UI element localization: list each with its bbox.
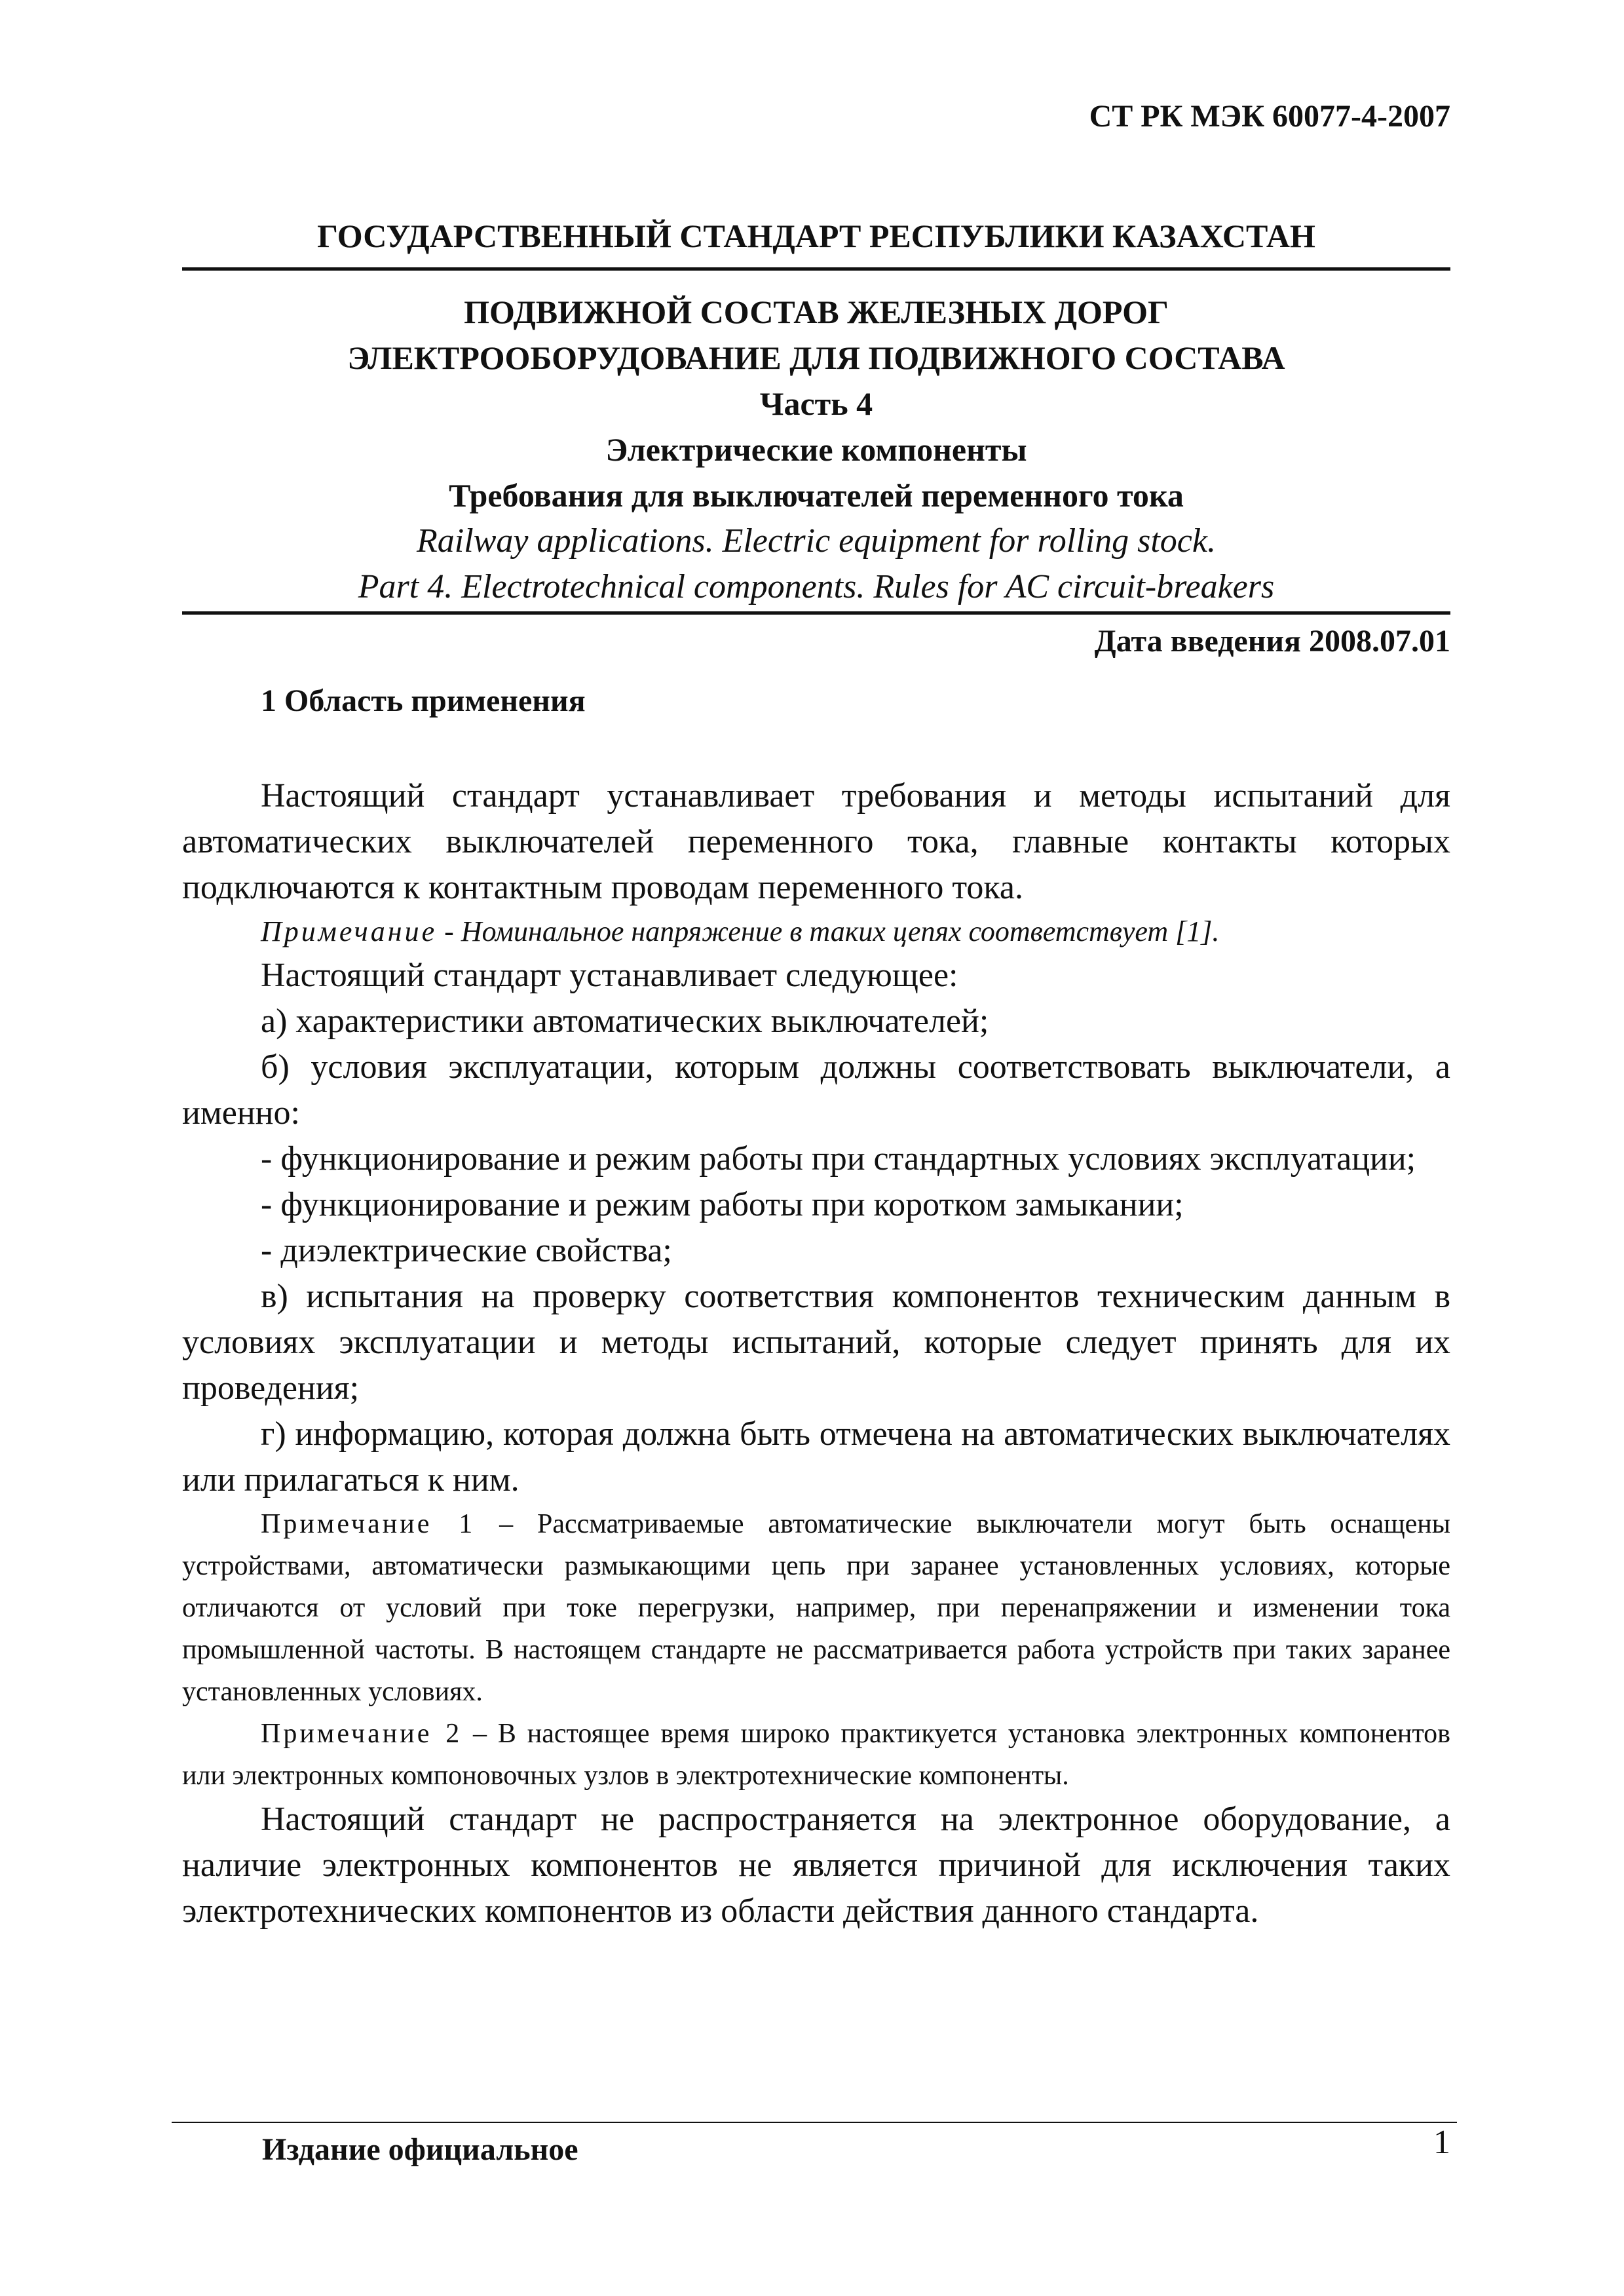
list-item: в) испытания на проверку соответствия компонентов техническим данным в условиях эксплуатации и методы испытаний, которые следует принять для их проведения;: [182, 1278, 1450, 1407]
page-number: 1: [1433, 2124, 1450, 2161]
state-standard-title: ГОСУДАРСТВЕННЫЙ СТАНДАРТ РЕСПУБЛИКИ КАЗАХСТАН: [182, 210, 1450, 271]
title-requirements: Требования для выключателей переменного тока: [449, 477, 1184, 514]
list-item: г) информацию, которая должна быть отмечена на автоматических выключателях или прилагаться к ним.: [182, 1415, 1450, 1499]
footer-divider: [172, 2122, 1457, 2123]
scope-paragraph-1: Настоящий стандарт устанавливает требования и методы испытаний для автоматических выключателей переменного тока, главные контакты которых подключаются к контактным проводам переменного тока.: [182, 777, 1450, 906]
title-part: Часть 4: [759, 385, 873, 422]
introduction-date: Дата введения 2008.07.01: [1094, 624, 1450, 659]
list-item: а) характеристики автоматических выключателей;: [261, 1003, 989, 1040]
document-code: СТ РК МЭК 60077-4-2007: [1089, 99, 1450, 134]
list-item: - диэлектрические свойства;: [261, 1232, 672, 1269]
scope-paragraph-2: Настоящий стандарт устанавливает следующее:: [261, 957, 958, 994]
official-edition-label: Издание официальное: [262, 2132, 578, 2167]
note-label: Примечание: [261, 915, 438, 947]
note-1: [182, 1503, 1450, 1713]
note-2-text: – В настоящее время широко практикуется установка электронных компонентов или электронных компоновочных узлов в электротехнические компоненты.: [182, 1719, 1450, 1791]
english-title-line-1: Railway applications. Electric equipment for rolling stock.: [417, 522, 1216, 560]
note-2: [182, 1713, 1450, 1797]
list-item: - функционирование и режим работы при стандартных условиях эксплуатации;: [261, 1140, 1416, 1177]
note-voltage: [182, 911, 1450, 953]
note-1-text: – Рассматриваемые автоматические выключатели могут быть оснащены устройствами, автоматически размыкающими цепь при заранее установленных условиях, которые отличаются от условий при токе перегрузки, например, при перенапряжении и изменении тока промышленной частоты. В настоящем стандарте не рассматривается работа устройств при таких заранее установленных условиях.: [182, 1509, 1451, 1707]
note-1-label: Примечание 1: [261, 1509, 476, 1539]
list-item: - функционирование и режим работы при коротком замыкании;: [261, 1186, 1184, 1223]
title-components: Электрические компоненты: [605, 431, 1027, 468]
scope-paragraph-3: Настоящий стандарт не распространяется на электронное оборудование, а наличие электронных компонентов не является причиной для исключения таких электротехнических компонентов из области действия данного стандарта.: [182, 1801, 1450, 1930]
title-line-2: ЭЛЕКТРООБОРУДОВАНИЕ ДЛЯ ПОДВИЖНОГО СОСТАВА: [347, 339, 1285, 376]
title-block: [182, 210, 1450, 664]
list-item: б) условия эксплуатации, которым должны соответствовать выключатели, а именно:: [182, 1048, 1450, 1132]
note-2-label: Примечание 2: [261, 1719, 463, 1749]
note-text: - Номинальное напряжение в таких цепях соответствует [1].: [437, 915, 1220, 947]
section-heading: 1 Область применения: [261, 683, 586, 718]
title-line-1: ПОДВИЖНОЙ СОСТАВ ЖЕЛЕЗНЫХ ДОРОГ: [464, 294, 1169, 330]
standard-titles: [182, 289, 1450, 610]
section-scope: [182, 678, 1450, 1934]
english-title-line-2: Part 4. Electrotechnical components. Rules for AC circuit-breakers: [358, 568, 1275, 605]
title-divider: [182, 611, 1450, 615]
